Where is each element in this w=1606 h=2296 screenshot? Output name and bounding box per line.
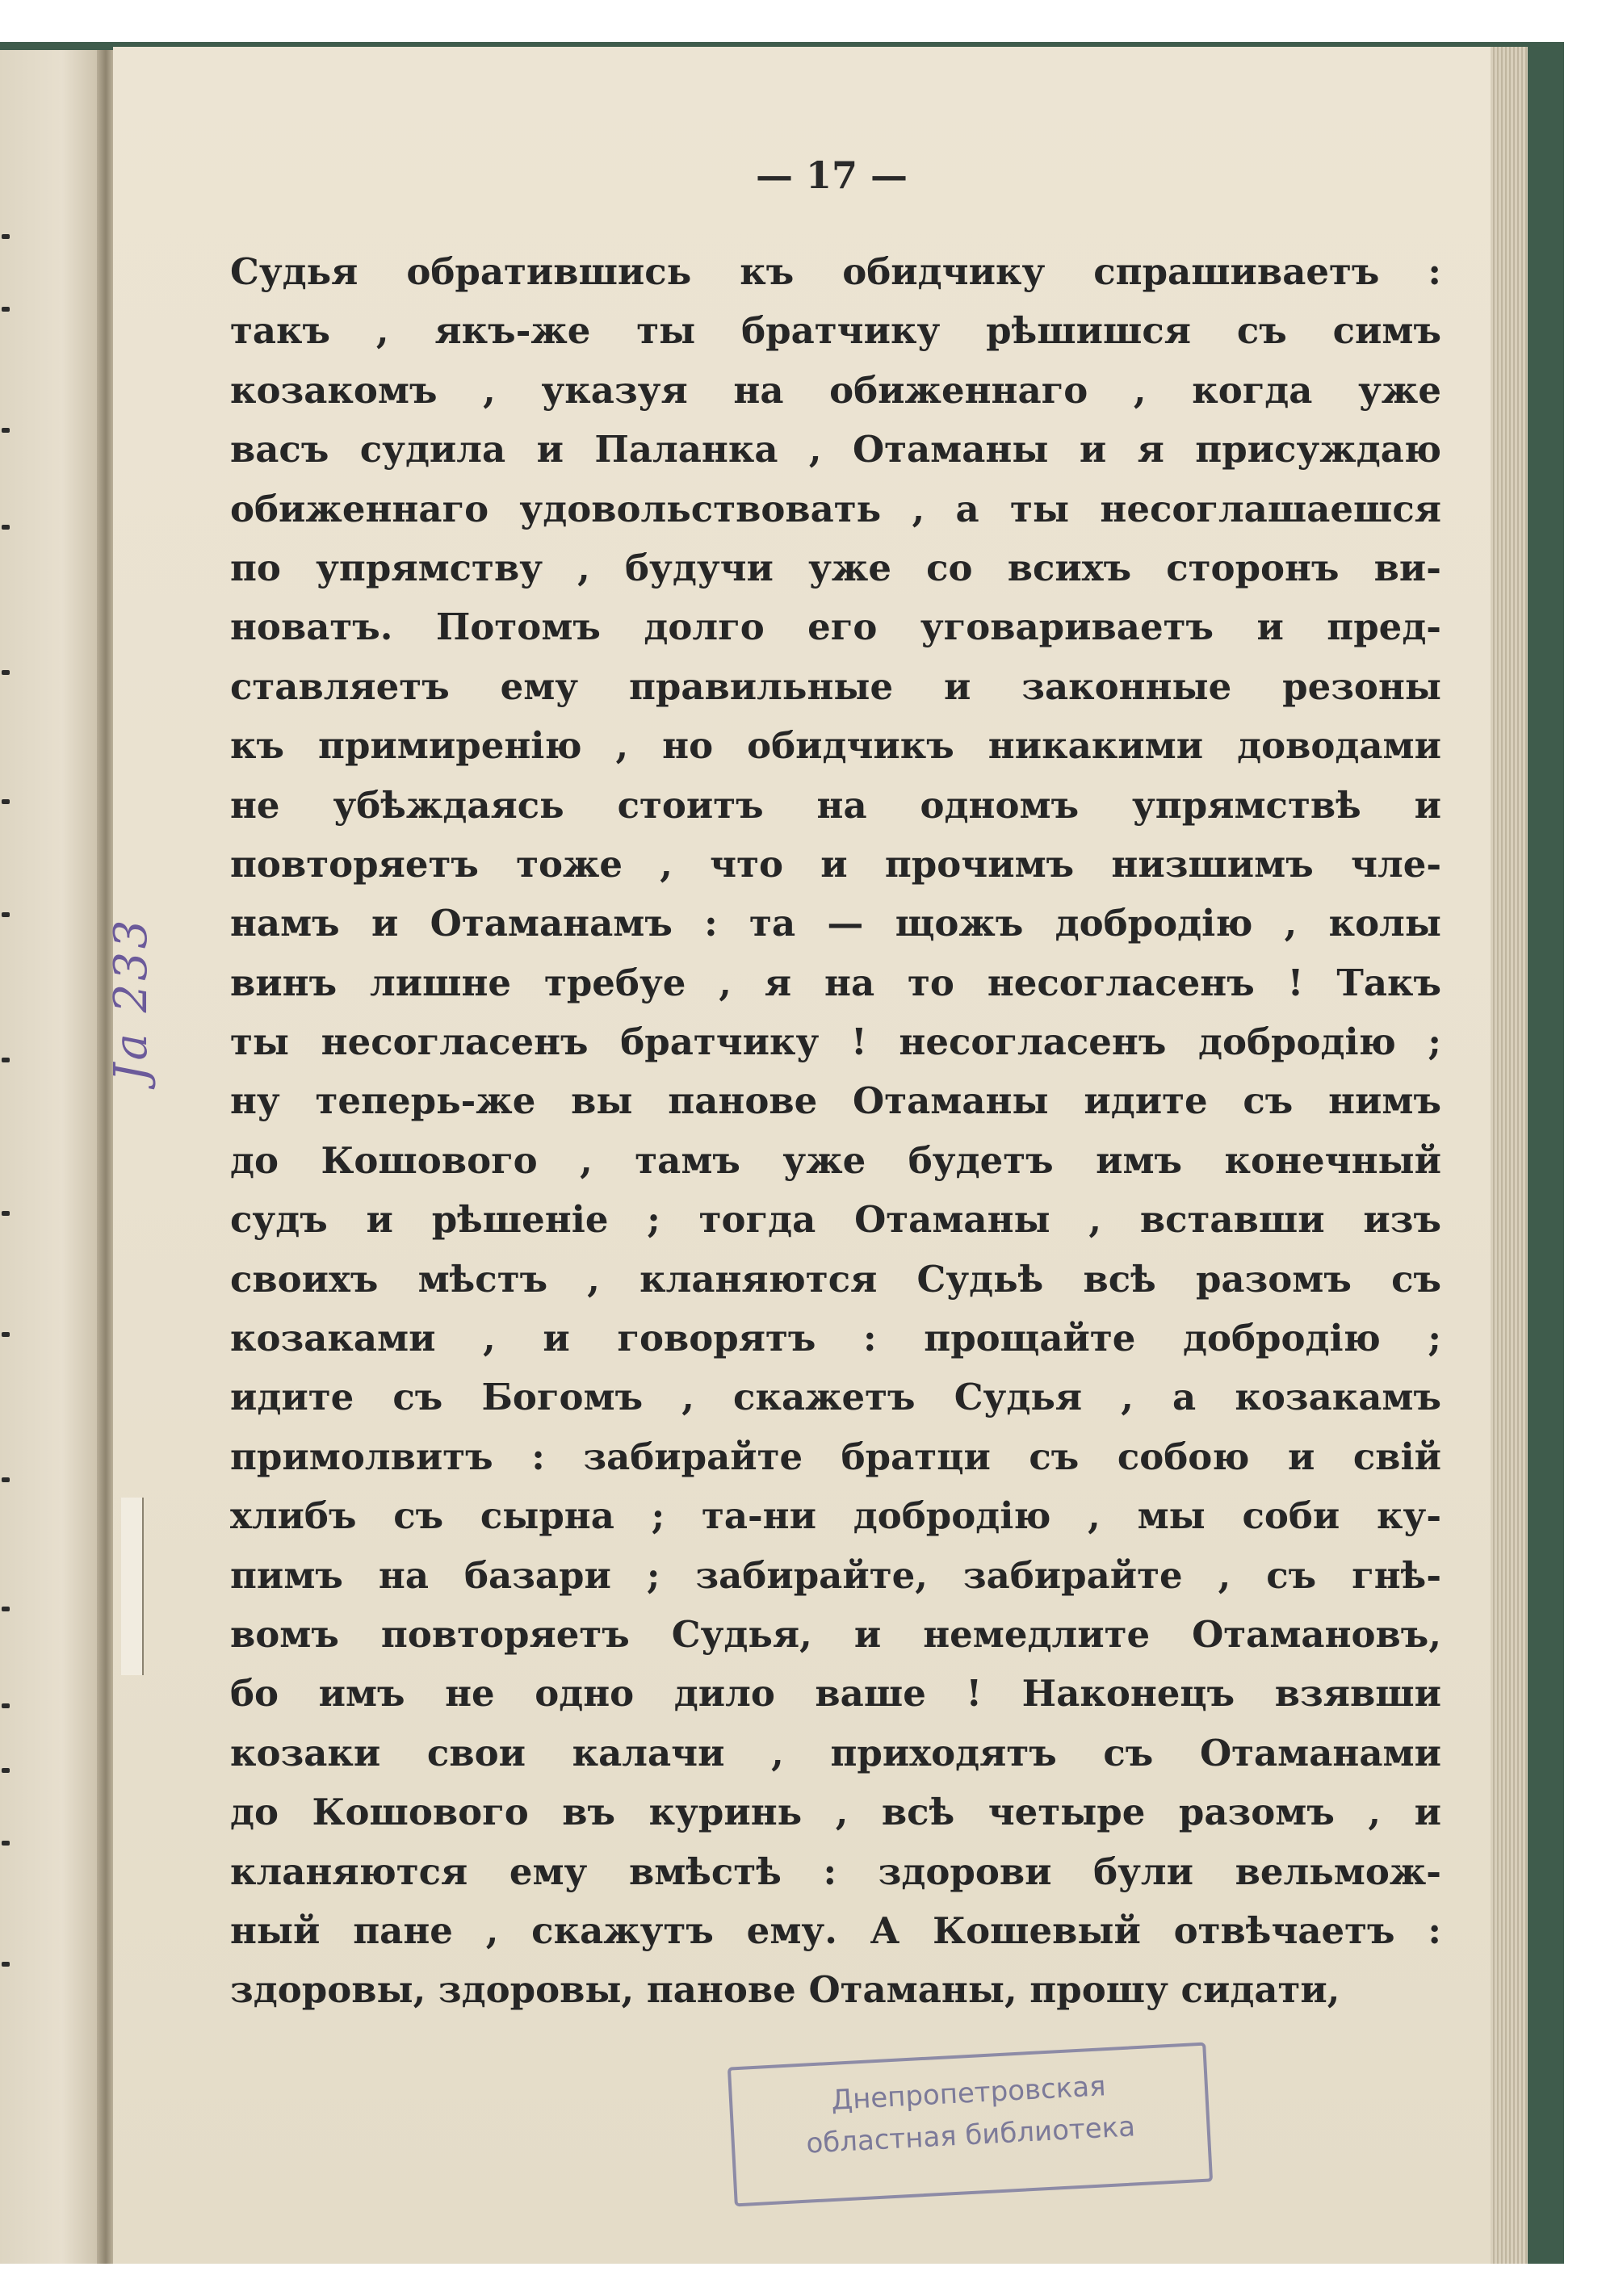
text-line: козаки свои калачи , приходятъ съ Отаманами xyxy=(230,1731,1441,1774)
text-line: пимъ на базари ; забирайте, забирайте , съ гнѣ- xyxy=(230,1553,1441,1597)
text-line: примолвитъ : забирайте братци съ собою и свій xyxy=(230,1435,1441,1478)
inserted-paper-slip xyxy=(121,1498,144,1675)
handwritten-shelf-mark: Ja 233 xyxy=(105,916,157,1082)
text-line: своихъ мѣстъ , кланяются Судьѣ всѣ разомъ съ xyxy=(230,1257,1441,1301)
text-line: не убѣждаясь стоитъ на одномъ упрямствѣ и xyxy=(230,783,1441,827)
text-line: до Кошового въ куринь , всѣ четыре разомъ , и xyxy=(230,1791,1441,1834)
text-line: винъ лишне требуе , я на то несогласенъ ! Такъ xyxy=(230,961,1441,1004)
text-line: козакомъ , указуя на обиженнаго , когда уже xyxy=(230,368,1441,412)
text-line: ставляетъ ему правильные и законные резоны xyxy=(230,664,1441,708)
left-page-bleed-marks xyxy=(0,186,15,2043)
text-line: такъ , якъ-же ты братчику рѣшишся съ симъ xyxy=(230,309,1441,353)
text-line: хлибъ съ сырна ; та-ни добродію , мы соби ку- xyxy=(230,1494,1441,1538)
text-line: ный пане , скажутъ ему. А Кошевый отвѣчаетъ : xyxy=(230,1908,1441,1952)
text-line: по упрямству , будучи уже со всихъ сторонъ ви- xyxy=(230,546,1441,589)
text-line: обиженнаго удовольствовать , а ты несоглашаешся xyxy=(230,487,1441,530)
text-line: ну теперь-же вы панове Отаманы идите съ нимъ xyxy=(230,1079,1441,1123)
text-line: новатъ. Потомъ долго его уговариваетъ и пред- xyxy=(230,605,1441,649)
text-line: до Кошового , тамъ уже будетъ имъ конечный xyxy=(230,1138,1441,1182)
book-gutter xyxy=(97,50,115,2264)
text-line: Судья обратившись къ обидчику спрашиваетъ : xyxy=(230,250,1441,293)
text-line: идите съ Богомъ , скажетъ Судья , а козакамъ xyxy=(230,1376,1441,1419)
stamp-line-1: Днепропетровская xyxy=(830,2070,1107,2117)
body-text xyxy=(230,242,1441,2020)
text-line: къ примиренію , но обидчикъ никакими доводами xyxy=(230,724,1441,768)
text-line: кланяются ему вмѣстѣ : здорови були вельмож- xyxy=(230,1850,1441,1893)
text-line: козаками , и говорятъ : прощайте добродію ; xyxy=(230,1317,1441,1360)
library-stamp xyxy=(728,2043,1213,2207)
text-line: бо имъ не одно дило ваше ! Наконецъ взявши xyxy=(230,1672,1441,1716)
text-line: здоровы, здоровы, панове Отаманы, прошу сидати, xyxy=(230,1968,1340,2012)
text-line: васъ судила и Паланка , Отаманы и я присуждаю xyxy=(230,428,1441,471)
text-line: ты несогласенъ братчику ! несогласенъ добродію ; xyxy=(230,1020,1441,1064)
page-stack-edges xyxy=(1491,47,1528,2264)
text-line: судъ и рѣшеніе ; тогда Отаманы , вставши изъ xyxy=(230,1198,1441,1242)
text-line: повторяетъ тоже , что и прочимъ низшимъ чле- xyxy=(230,842,1441,886)
stamp-line-2: областная библиотека xyxy=(805,2110,1136,2160)
text-line: намъ и Отаманамъ : та — щожъ добродію , колы xyxy=(230,902,1441,945)
page-number: — 17 — xyxy=(755,153,908,197)
text-line: вомъ повторяетъ Судья, и немедлите Отамановъ, xyxy=(230,1612,1441,1656)
left-page-edge xyxy=(0,50,103,2264)
